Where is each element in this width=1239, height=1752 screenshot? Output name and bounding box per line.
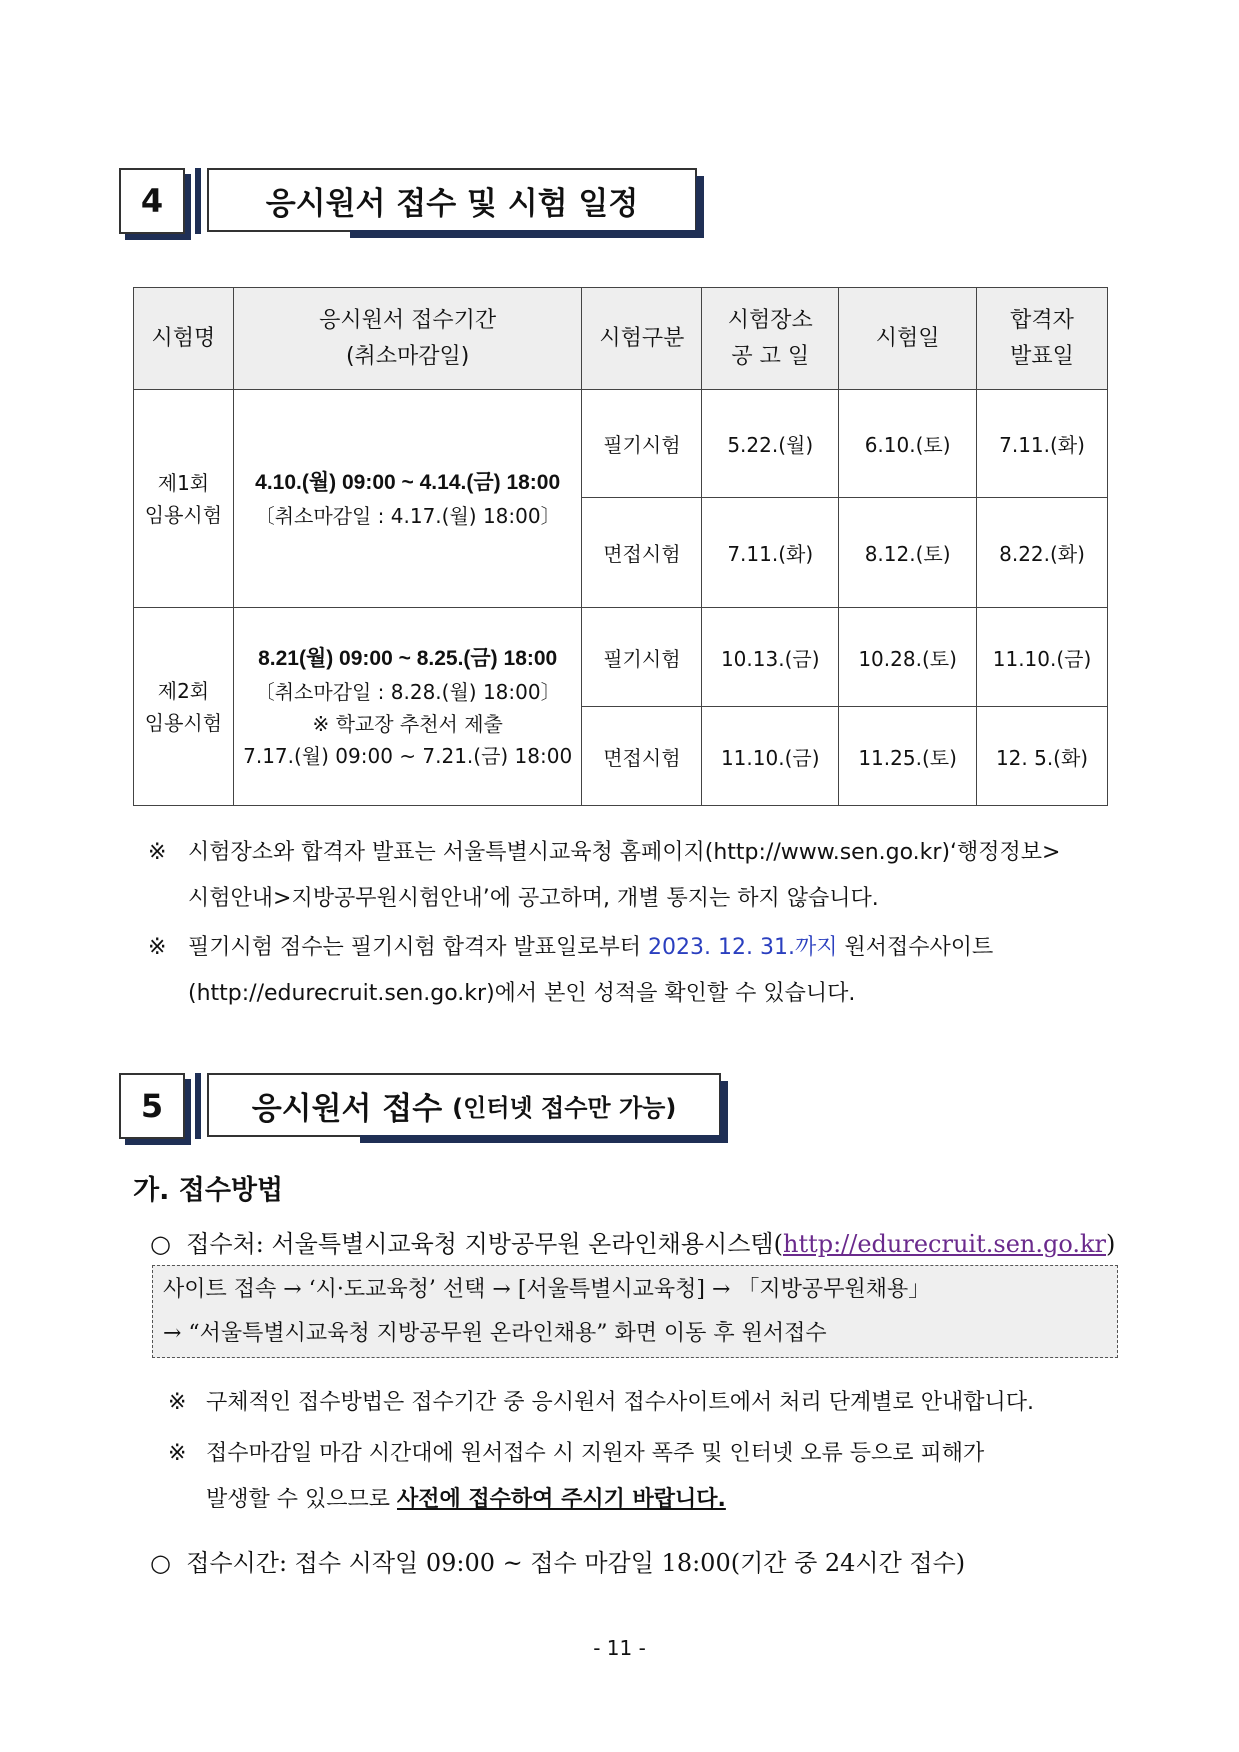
round2-interview-date: 11.25.(토) — [839, 707, 977, 806]
round2-interview-type: 면접시험 — [582, 707, 702, 806]
section-title-shadow — [360, 1135, 728, 1143]
section-title-shadow — [720, 1081, 728, 1143]
note-deadline-warning: ※ 접수마감일 마감 시간대에 원서접수 시 지원자 폭주 및 인터넷 오류 등으로 피해가 발생할 수 있으므로 사전에 접수하여 주시기 바랍니다. — [168, 1441, 985, 1512]
apply-early-emphasis: 사전에 접수하여 주시기 바랍니다. — [397, 1487, 726, 1512]
header-venue-notice: 시험장소 공 고 일 — [702, 288, 839, 390]
round1-written-date: 6.10.(토) — [839, 390, 977, 498]
round1-written-result: 7.11.(화) — [977, 390, 1108, 498]
recruit-site-link[interactable]: http://edurecruit.sen.go.kr — [782, 1230, 1107, 1258]
round1-interview-venue: 7.11.(화) — [702, 498, 839, 608]
section-divider-bar — [195, 168, 201, 234]
round2-interview-venue: 11.10.(금) — [702, 707, 839, 806]
section-title-5: 응시원서 접수 (인터넷 접수만 가능) — [207, 1073, 721, 1137]
round2-period: 8.21(월) 09:00 ~ 8.25.(금) 18:00 〔취소마감일 : 8.28.(월) 18:00〕 ※ 학교장 추천서 제출 7.17.(월) 09:00 ~ 7.21.(금) 18:00 — [233, 608, 582, 806]
note-guidance: ※ 구체적인 접수방법은 접수기간 중 응시원서 접수사이트에서 처리 단계별로 안내합니다. — [168, 1390, 1035, 1415]
header-application-period: 응시원서 접수기간 (취소마감일) — [233, 288, 582, 390]
round1-period: 4.10.(월) 09:00 ~ 4.14.(금) 18:00 〔취소마감일 : 4.17.(월) 18:00〕 — [233, 390, 582, 608]
note-venue-announcement: ※ 시험장소와 합격자 발표는 서울특별시교육청 홈페이지(http://www.sen.go.kr)‘행정정보> 시험안내>지방공무원시험안내’에 공고하며, 개별 통지는 하지 않습니다. — [148, 840, 1061, 911]
application-time: ○ 접수시간: 접수 시작일 09:00 ~ 접수 마감일 18:00(기간 중 24시간 접수) — [150, 1549, 966, 1577]
section-number-4: 4 — [119, 168, 185, 234]
subheading-application-method: 가. 접수방법 — [133, 1175, 284, 1206]
exam-schedule-table — [133, 287, 1108, 806]
application-place: ○ 접수처: 서울특별시교육청 지방공무원 온라인채용시스템(http://edurecruit.sen.go.kr) — [150, 1230, 1116, 1258]
round1-written-type: 필기시험 — [582, 390, 702, 498]
round2-written-date: 10.28.(토) — [839, 608, 977, 707]
section-number-5: 5 — [119, 1073, 185, 1139]
table-header-row — [134, 288, 1108, 390]
round2-written-type: 필기시험 — [582, 608, 702, 707]
section-title-4: 응시원서 접수 및 시험 일정 — [207, 168, 697, 232]
section-title-shadow — [696, 176, 704, 238]
round1-written-venue: 5.22.(월) — [702, 390, 839, 498]
round1-interview-date: 8.12.(토) — [839, 498, 977, 608]
round2-name: 제2회 임용시험 — [134, 608, 234, 806]
table-row — [134, 390, 1108, 498]
section-divider-bar — [195, 1073, 201, 1139]
round2-interview-result: 12. 5.(화) — [977, 707, 1108, 806]
section-title-shadow — [350, 230, 704, 238]
access-route-box: 사이트 접속 → ‘시·도교육청’ 선택 → [서울특별시교육청] → 「지방공무원채용」 → “서울특별시교육청 지방공무원 온라인채용” 화면 이동 후 원서접수 — [152, 1265, 1118, 1358]
round1-name: 제1회 임용시험 — [134, 390, 234, 608]
score-deadline: 2023. 12. 31.까지 — [648, 935, 838, 960]
round2-written-result: 11.10.(금) — [977, 608, 1108, 707]
header-exam-name: 시험명 — [134, 288, 234, 390]
page-number: - 11 - — [593, 1636, 646, 1660]
round1-interview-result: 8.22.(화) — [977, 498, 1108, 608]
header-result-date: 합격자 발표일 — [977, 288, 1108, 390]
round2-written-venue: 10.13.(금) — [702, 608, 839, 707]
note-score-check: ※ 필기시험 점수는 필기시험 합격자 발표일로부터 2023. 12. 31.까지 원서접수사이트 (http://edurecruit.sen.go.kr)에서 본인 성적을 확인할 수 있습니다. — [148, 935, 994, 1006]
round1-interview-type: 면접시험 — [582, 498, 702, 608]
table-row — [134, 608, 1108, 707]
header-exam-type: 시험구분 — [582, 288, 702, 390]
header-exam-date: 시험일 — [839, 288, 977, 390]
